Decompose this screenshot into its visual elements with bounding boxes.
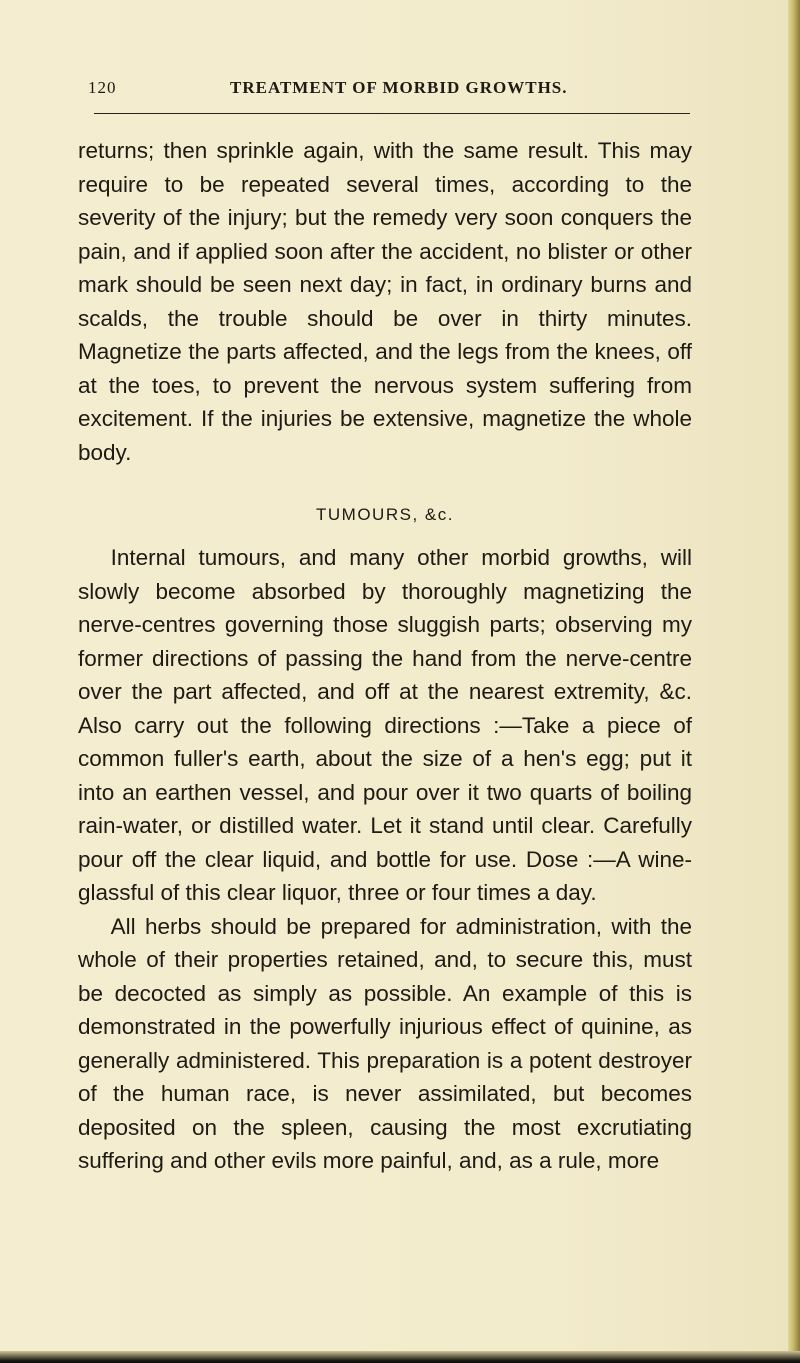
page-edge-bottom [0,1351,800,1363]
page-header [88,78,688,104]
running-title: TREATMENT OF MORBID GROWTHS. [230,78,568,97]
header-rule [94,113,690,114]
page-number: 120 [88,78,117,97]
paragraph-herbs: All herbs should be prepared for administration, with the whole of their properties retained, and, to secure this, must be decocted as simply as possible. An example of this is demonstrated in the powerfully injurious effect of quinine, as generally administered. This preparation is a potent destroyer of the human race, is never assimilated, but becomes deposited on the spleen, causing the most excrutiating suffering and other evils more painful, and, as a rule, more [78,913,692,1173]
paragraph-tumours: Internal tumours, and many other morbid growths, will slowly become absorbed by thoroughly magnetizing the nerve-centres governing those sluggish parts; observing my former directions of passing the hand from the nerve-centre over the part affected, and off at the nearest extremity, &c. Also carry out the following directions :—Take a piece of common fuller's earth, about the size of a hen's egg; put it into an earthen vessel, and pour over it two quarts of boiling rain-water, or distilled water. Let it stand until clear. Carefully pour off the clear liquid, and bottle for use. Dose :—A wine-glassful of this clear liquor, three or four times a day. [78,545,692,905]
page-edge-right [788,0,800,1363]
section-heading: TUMOURS, &c. [316,505,454,524]
paragraph-continued: returns; then sprinkle again, with the same result. This may require to be repeated several times, according to the severity of the injury; but the remedy very soon conquers the pain, and if applied soon after the accident, no blister or other mark should be seen next day; in fact, in ordinary burns and scalds, the trouble should be over in thirty minutes. Magnetize the parts affected, and the legs from the knees, off at the toes, to prevent the nervous system suffering from excitement. If the injuries be extensive, magnetize the whole body. [78,138,692,465]
body-text [78,134,692,1178]
